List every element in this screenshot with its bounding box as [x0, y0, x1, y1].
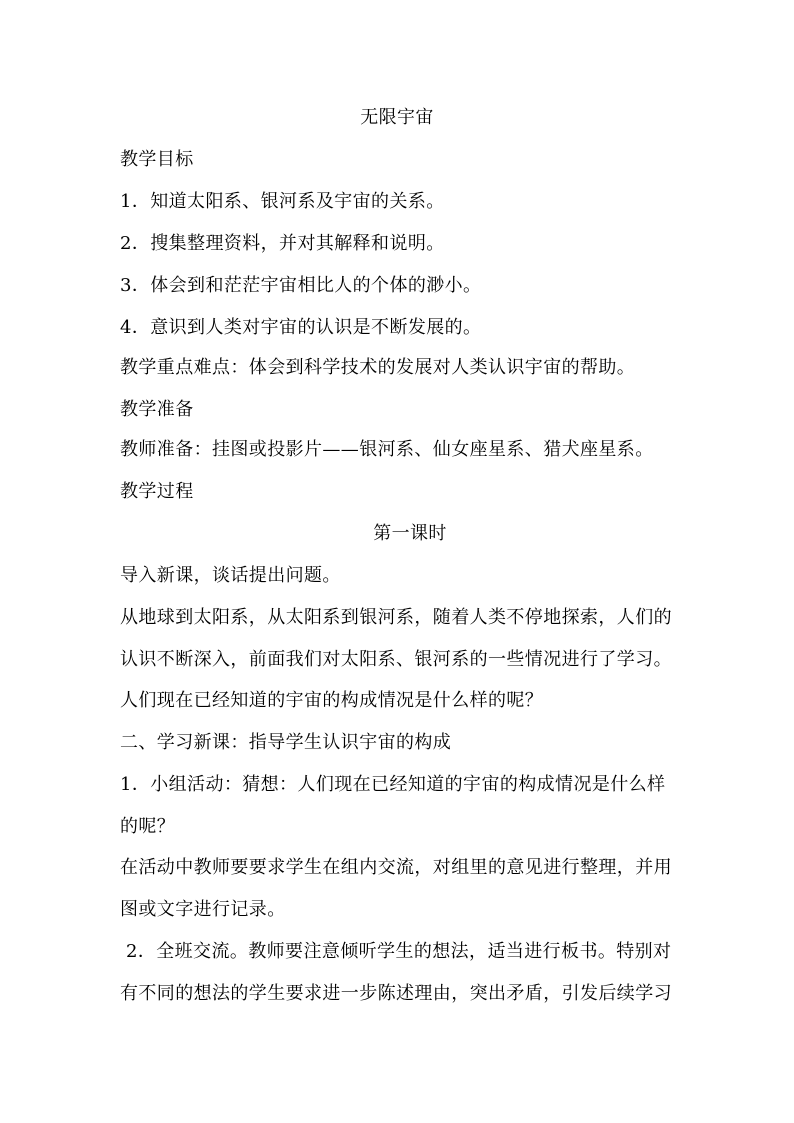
paragraph-line-3: 人们现在已经知道的宇宙的构成情况是什么样的呢？: [120, 690, 544, 711]
activity-instruction-line-2: 图或文字进行记录。: [120, 899, 286, 920]
activity-line-1: 1．小组活动：猜想：人们现在已经知道的宇宙的构成情况是什么样: [120, 774, 666, 795]
section-heading-process: 教学过程: [120, 481, 194, 502]
intro-line: 导入新课，谈话提出问题。: [120, 565, 341, 586]
paragraph-line-1: 从地球到太阳系，从太阳系到银河系，随着人类不停地探索，人们的: [120, 607, 672, 628]
discussion-line-2: 有不同的想法的学生要求进一步陈述理由，突出矛盾，引发后续学习: [120, 983, 672, 1004]
section-heading-teaching-goals: 教学目标: [120, 149, 194, 170]
teacher-preparation-line: 教师准备：挂图或投影片——银河系、仙女座星系、猎犬座星系。: [120, 439, 654, 460]
goal-item-4: 4．意识到人类对宇宙的认识是不断发展的。: [120, 317, 482, 338]
paragraph-line-2: 认识不断深入，前面我们对太阳系、银河系的一些情况进行了学习。: [120, 649, 672, 670]
key-points-line: 教学重点难点：体会到科学技术的发展对人类认识宇宙的帮助。: [120, 357, 636, 378]
goal-item-3: 3．体会到和茫茫宇宙相比人的个体的渺小。: [120, 275, 482, 296]
goal-item-1: 1．知道太阳系、银河系及宇宙的关系。: [120, 191, 445, 212]
section-heading-preparation: 教学准备: [120, 399, 194, 420]
goal-item-2: 2．搜集整理资料，并对其解释和说明。: [120, 233, 445, 254]
section-heading-new-lesson: 二、学习新课：指导学生认识宇宙的构成: [120, 732, 452, 753]
lesson-period-heading: 第一课时: [373, 523, 447, 544]
document-title: 无限宇宙: [360, 107, 434, 128]
activity-line-2: 的呢？: [120, 816, 176, 837]
activity-instruction-line-1: 在活动中教师要要求学生在组内交流，对组里的意见进行整理，并用: [120, 857, 672, 878]
discussion-line-1: 2．全班交流。教师要注意倾听学生的想法，适当进行板书。特别对: [126, 941, 672, 962]
